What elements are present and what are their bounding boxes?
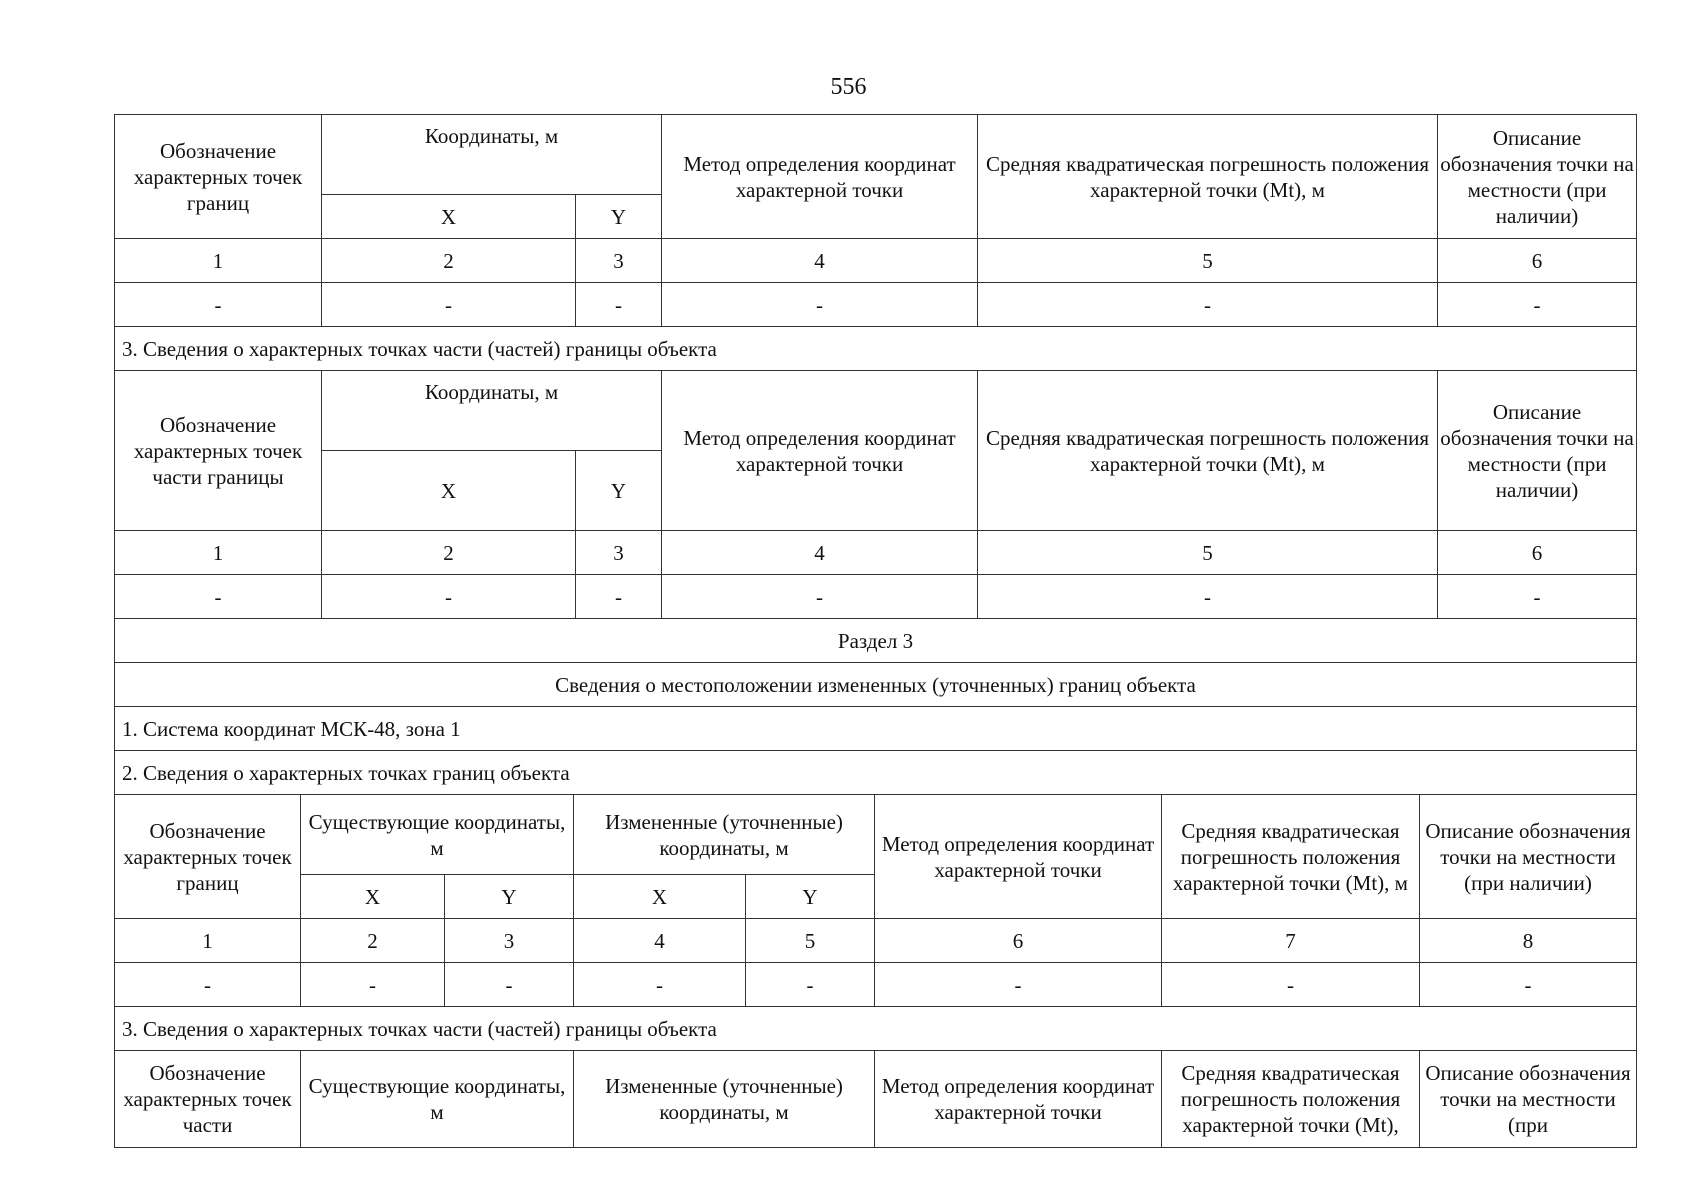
table-cell: - [1438,575,1637,619]
table-cell: - [662,575,978,619]
column-number: 4 [662,531,978,575]
table-cell: - [1162,963,1420,1007]
col-header-rmse: Средняя квадратическая погрешность положения характерной точки (Mt), м [978,115,1438,239]
col-header-description: Описание обозначения точки на местности (при наличии) [1420,795,1637,919]
col-header-point-designation: Обозначение характерных точек границ [115,795,301,919]
table-cell: - [322,575,576,619]
table-cell: - [322,283,576,327]
col-header-x: X [301,875,445,919]
col-header-point-designation: Обозначение характерных точек границ [115,115,322,239]
col-header-existing-coordinates: Существующие координаты, м [301,1051,574,1148]
column-number: 3 [576,531,662,575]
col-header-existing-coordinates: Существующие координаты, м [301,795,574,875]
col-header-rmse: Средняя квадратическая погрешность положения характерной точки (Mt), [1162,1051,1420,1148]
section-title: 3. Сведения о характерных точках части (частей) границы объекта [115,327,1637,371]
col-header-coordinates: Координаты, м [322,371,662,451]
col-header-y: Y [445,875,574,919]
column-number: 6 [1438,239,1637,283]
column-number: 5 [746,919,875,963]
table-cell: - [445,963,574,1007]
col-header-x: X [574,875,746,919]
col-header-point-designation: Обозначение характерных точек части [115,1051,301,1148]
table-cell: - [574,963,746,1007]
table-cell: - [746,963,875,1007]
column-number: 7 [1162,919,1420,963]
col-header-x: X [322,451,576,531]
col-header-method: Метод определения координат характерной точки [875,1051,1162,1148]
table-cell: - [115,963,301,1007]
column-number: 1 [115,239,322,283]
column-number: 4 [662,239,978,283]
table-row [115,283,1637,327]
col-header-coordinates: Координаты, м [322,115,662,195]
col-header-changed-coordinates: Измененные (уточненные) координаты, м [574,1051,875,1148]
table-cell: - [576,283,662,327]
table-cell: - [115,575,322,619]
table-cell: - [1420,963,1637,1007]
col-header-method: Метод определения координат характерной точки [875,795,1162,919]
section-subheading: Сведения о местоположении измененных (уточненных) границ объекта [115,663,1637,707]
column-numbers-row [115,531,1637,575]
coordinate-system: 1. Система координат МСК-48, зона 1 [115,707,1637,751]
table-row [115,963,1637,1007]
column-number: 1 [115,531,322,575]
section-title: 3. Сведения о характерных точках части (частей) границы объекта [115,1007,1637,1051]
table-cell: - [978,283,1438,327]
table-cell: - [576,575,662,619]
table-cell: - [662,283,978,327]
column-number: 1 [115,919,301,963]
column-number: 5 [978,531,1438,575]
col-header-y: Y [576,451,662,531]
col-header-method: Метод определения координат характерной точки [662,115,978,239]
page-number: 556 [830,74,867,100]
upper-table [114,114,1637,795]
column-number: 5 [978,239,1438,283]
col-header-y: Y [576,195,662,239]
column-numbers-row [115,239,1637,283]
section-title: 2. Сведения о характерных точках границ объекта [115,751,1637,795]
col-header-rmse: Средняя квадратическая погрешность положения характерной точки (Mt), м [1162,795,1420,919]
table-cell: - [115,283,322,327]
column-number: 2 [322,531,576,575]
table-row [115,575,1637,619]
table-cell: - [875,963,1162,1007]
col-header-x: X [322,195,576,239]
col-header-description: Описание обозначения точки на местности (при наличии) [1438,371,1637,531]
col-header-description: Описание обозначения точки на местности (при [1420,1051,1637,1148]
col-header-method: Метод определения координат характерной точки [662,371,978,531]
lower-table [114,794,1637,1148]
column-number: 8 [1420,919,1637,963]
column-numbers-row [115,919,1637,963]
column-number: 2 [322,239,576,283]
col-header-point-designation: Обозначение характерных точек части границы [115,371,322,531]
table-cell: - [1438,283,1637,327]
col-header-description: Описание обозначения точки на местности (при наличии) [1438,115,1637,239]
column-number: 6 [875,919,1162,963]
col-header-changed-coordinates: Измененные (уточненные) координаты, м [574,795,875,875]
table-cell: - [301,963,445,1007]
column-number: 6 [1438,531,1637,575]
column-number: 4 [574,919,746,963]
section-heading: Раздел 3 [115,619,1637,663]
col-header-rmse: Средняя квадратическая погрешность положения характерной точки (Mt), м [978,371,1438,531]
column-number: 3 [445,919,574,963]
column-number: 2 [301,919,445,963]
col-header-y: Y [746,875,875,919]
table-cell: - [978,575,1438,619]
column-number: 3 [576,239,662,283]
